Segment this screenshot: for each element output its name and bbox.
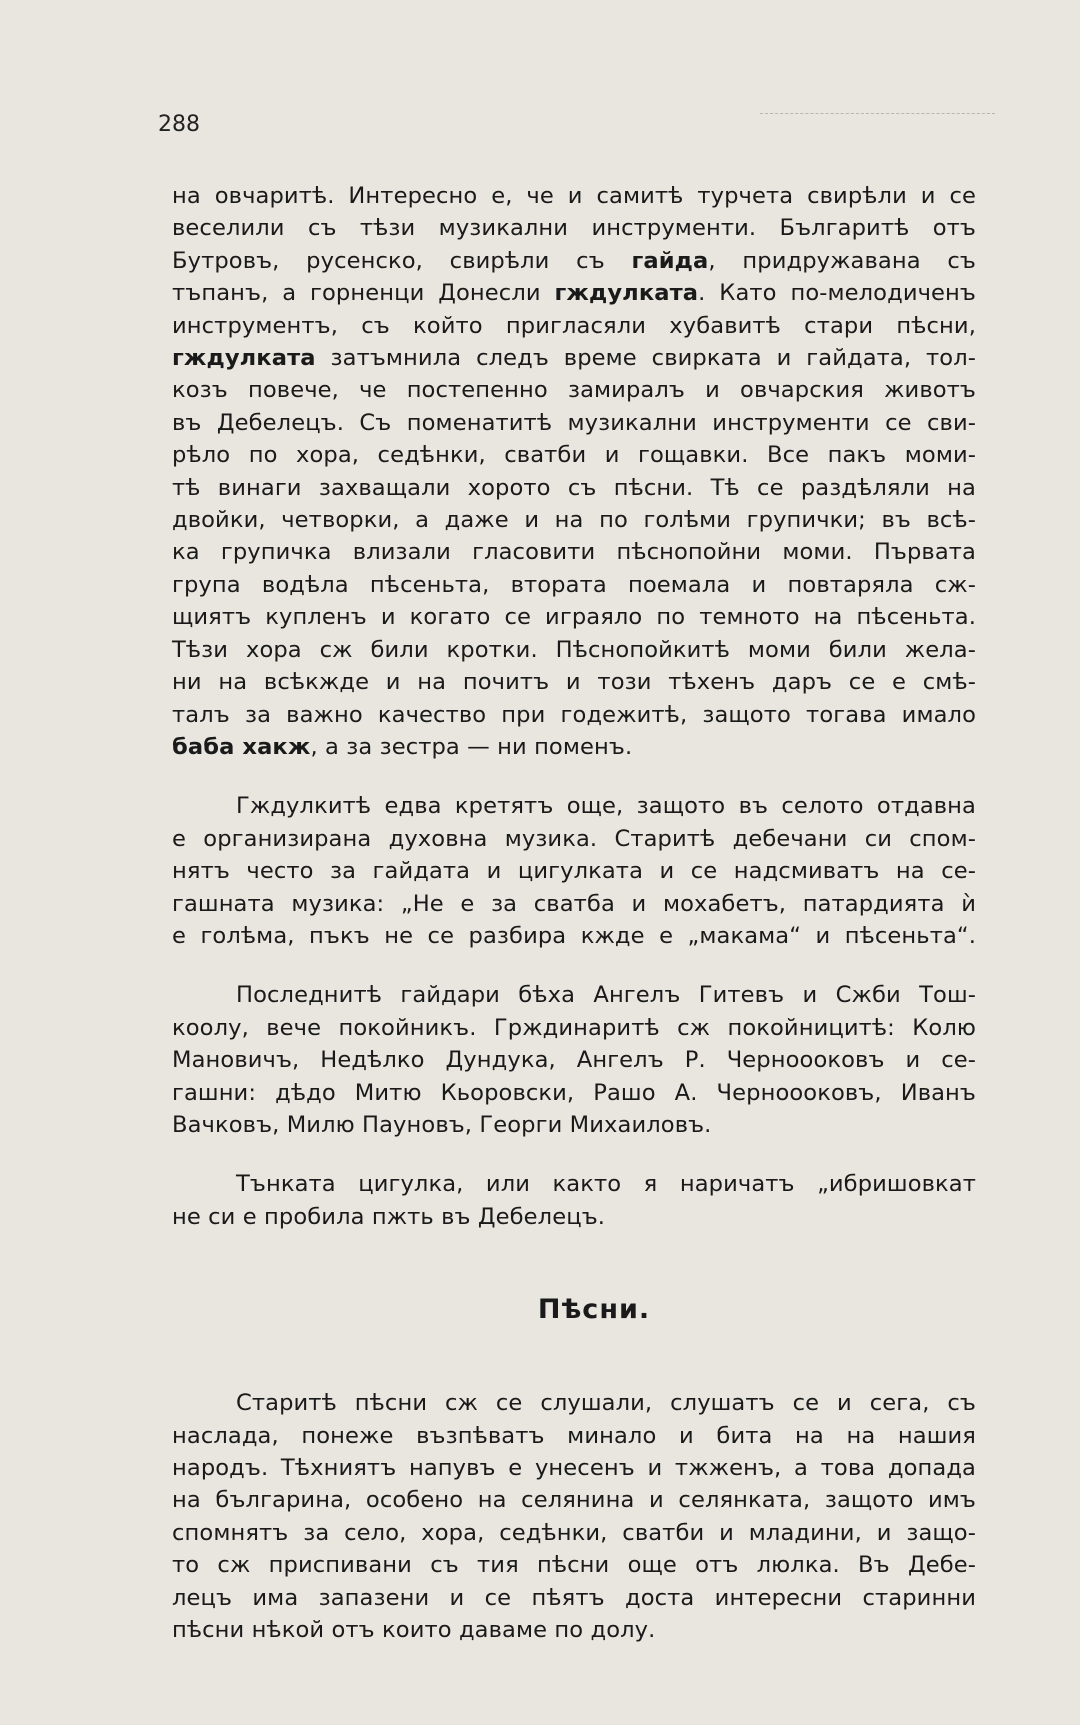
text-line: е голѣма, пъкъ не се разбира кжде е „макама“ и пѣсеньта“. (172, 922, 976, 949)
text-line: Вачковъ, Милю Пауновъ, Георги Михаиловъ. (172, 1111, 712, 1138)
text-line: Тѣзи хора сж били кротки. Пѣснопойкитѣ моми били жела- (172, 636, 976, 663)
paragraph-1 (172, 180, 976, 763)
section-gap (172, 1327, 976, 1387)
text-line: инструментъ, съ който пригласяли хубавитѣ стари пѣсни, (172, 312, 976, 339)
text-line: Последнитѣ гайдари бѣха Ангелъ Гитевъ и Сжби Тош- (236, 982, 976, 1009)
text-line: лецъ има запазени и се пѣятъ доста интересни старинни (172, 1584, 976, 1611)
text-line: ни на всѣкжде и на почитъ и този тѣхенъ даръ се е смѣ- (172, 669, 976, 696)
text-line: рѣло по хора, седѣнки, сватби и гощавки. Все пакъ моми- (172, 442, 976, 469)
text-line: пѣсни нѣкой отъ които даваме по долу. (172, 1617, 656, 1644)
text-line: тѣ винаги захващали хорото съ пѣсни. Тѣ се раздѣляли на (172, 474, 976, 501)
section-heading: Пѣсни. (537, 1294, 651, 1326)
paragraph-3 (172, 979, 976, 1141)
text-line: на българина, особено на селянина и селянката, защото имъ (172, 1487, 976, 1514)
text-line: талъ за важно качество при годежитѣ, защото тогава имало (172, 701, 976, 728)
paragraph-5 (172, 1387, 976, 1646)
text-line: ка групичка влизали гласовити пѣснопойни моми. Първата (172, 539, 976, 566)
text-line: на овчаритѣ. Интересно е, че и самитѣ турчета свирѣли и се (172, 183, 976, 209)
paragraph-gap (172, 1141, 976, 1168)
text-line: въ Дебелецъ. Съ поменатитѣ музикални инструменти се сви- (172, 409, 976, 436)
text-line: коолу, вече покойникъ. Грждинаритѣ сж покойницитѣ: Колю (172, 1014, 976, 1041)
body-text (172, 180, 976, 1646)
text-line: гждулката затъмнила следъ време свирката и гайдата, тол- (172, 345, 976, 372)
text-line: Бутровъ, русенско, свирѣли съ гайда, придружавана съ (172, 247, 976, 274)
text-line: Гждулкитѣ едва кретятъ още, защото въ селото отдавна (236, 793, 976, 820)
text-line: не си е пробила пжть въ Дебелецъ. (172, 1203, 606, 1230)
text-line: Тънката цигулка, или както я наричатъ „ибришовкат (236, 1171, 976, 1198)
text-line: веселили съ тѣзи музикални инструменти. Българитѣ отъ (172, 215, 976, 242)
page-number: 288 (158, 112, 200, 137)
text-line: тъпанъ, а горненци Донесли гждулката. Като по-мелодиченъ (172, 280, 976, 307)
paragraph-4 (172, 1168, 976, 1233)
text-line: Старитѣ пѣсни сж се слушали, слушатъ се и сега, съ (236, 1390, 976, 1417)
paragraph-gap (172, 952, 976, 979)
text-line: козъ повече, че постепенно замиралъ и овчарския животъ (172, 377, 976, 404)
paragraph-gap (172, 763, 976, 790)
text-line: спомнятъ за село, хора, седѣнки, сватби и младини, и защо- (172, 1519, 976, 1546)
text-line: е организирана духовна музика. Старитѣ дебечани си спом- (172, 825, 976, 852)
text-line: баба хакж, а за зестра — ни поменъ. (172, 733, 633, 760)
text-line: то сж приспивани съ тия пѣсни още отъ люлка. Въ Дебе- (172, 1552, 976, 1579)
text-line: наслада, понеже възпѣватъ минало и бита на на нашия (172, 1422, 976, 1449)
header-rule (760, 113, 995, 115)
text-line: група водѣла пѣсеньта, втората поемала и повтаряла сж- (172, 571, 976, 598)
text-line: гашни: дѣдо Митю Кьоровски, Рашо А. Черноооковъ, Иванъ (172, 1079, 976, 1106)
text-line: народъ. Тѣхниятъ напувъ е унесенъ и тжженъ, а това допада (172, 1455, 976, 1481)
text-line: нятъ често за гайдата и цигулката и се надсмиватъ на се- (172, 858, 976, 885)
text-line: двойки, четворки, а даже и на по голѣми групички; въ всѣ- (172, 507, 976, 534)
section-gap (172, 1233, 976, 1293)
text-line: гашната музика: „Не е за сватба и мохабетъ, патардията ѝ (172, 890, 976, 917)
text-line: щиятъ купленъ и когато се играяло по темното на пѣсеньта. (172, 604, 976, 631)
paragraph-2 (172, 790, 976, 952)
text-line: Мановичъ, Недѣлко Дундука, Ангелъ Р. Черноооковъ и се- (172, 1047, 976, 1074)
